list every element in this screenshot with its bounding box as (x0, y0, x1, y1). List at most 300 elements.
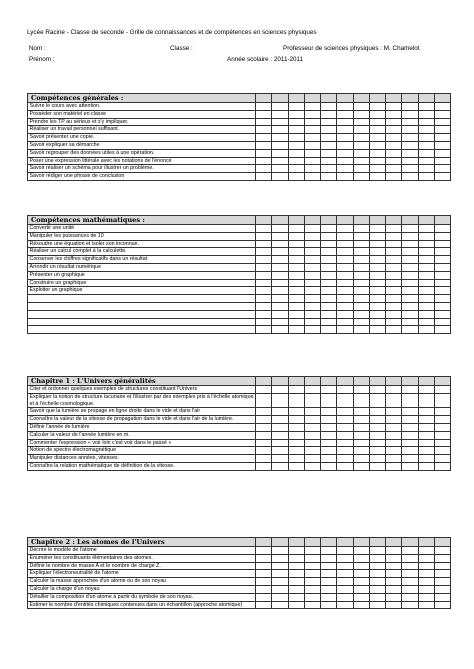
grade-cell[interactable] (353, 149, 369, 157)
grade-cell[interactable] (337, 271, 353, 279)
grade-cell[interactable] (304, 126, 320, 134)
grade-cell[interactable] (434, 538, 450, 547)
grade-cell[interactable] (402, 377, 418, 386)
grade-cell[interactable] (337, 386, 353, 394)
grade-cell[interactable] (434, 157, 450, 165)
grade-cell[interactable] (402, 279, 418, 287)
grade-cell[interactable] (386, 126, 402, 134)
grade-cell[interactable] (256, 295, 272, 303)
grade-cell[interactable] (272, 386, 288, 394)
grade-cell[interactable] (272, 538, 288, 547)
grade-cell[interactable] (272, 601, 288, 609)
grade-cell[interactable] (272, 326, 288, 334)
grade-cell[interactable] (321, 295, 337, 303)
grade-cell[interactable] (321, 118, 337, 126)
grade-cell[interactable] (256, 462, 272, 470)
grade-cell[interactable] (402, 248, 418, 256)
grade-cell[interactable] (256, 439, 272, 447)
grade-cell[interactable] (353, 570, 369, 578)
grade-cell[interactable] (304, 157, 320, 165)
grade-cell[interactable] (272, 455, 288, 463)
grade-cell[interactable] (353, 562, 369, 570)
grade-cell[interactable] (288, 547, 304, 555)
grade-cell[interactable] (337, 126, 353, 134)
grade-cell[interactable] (321, 103, 337, 111)
grade-cell[interactable] (304, 94, 320, 103)
grade-cell[interactable] (353, 279, 369, 287)
grade-cell[interactable] (304, 165, 320, 173)
grade-cell[interactable] (386, 416, 402, 424)
grade-cell[interactable] (369, 439, 385, 447)
grade-cell[interactable] (369, 455, 385, 463)
grade-cell[interactable] (402, 173, 418, 181)
grade-cell[interactable] (434, 578, 450, 586)
grade-cell[interactable] (402, 585, 418, 593)
grade-cell[interactable] (337, 141, 353, 149)
grade-cell[interactable] (337, 393, 353, 408)
grade-cell[interactable] (288, 118, 304, 126)
grade-cell[interactable] (434, 318, 450, 326)
grade-cell[interactable] (369, 554, 385, 562)
grade-cell[interactable] (369, 232, 385, 240)
grade-cell[interactable] (304, 240, 320, 248)
grade-cell[interactable] (272, 318, 288, 326)
grade-cell[interactable] (321, 256, 337, 264)
grade-cell[interactable] (256, 134, 272, 142)
grade-cell[interactable] (369, 216, 385, 225)
grade-cell[interactable] (353, 94, 369, 103)
grade-cell[interactable] (434, 423, 450, 431)
grade-cell[interactable] (272, 547, 288, 555)
grade-cell[interactable] (418, 386, 434, 394)
grade-cell[interactable] (256, 271, 272, 279)
grade-cell[interactable] (321, 393, 337, 408)
grade-cell[interactable] (369, 149, 385, 157)
grade-cell[interactable] (369, 393, 385, 408)
grade-cell[interactable] (304, 295, 320, 303)
grade-cell[interactable] (353, 110, 369, 118)
grade-cell[interactable] (256, 393, 272, 408)
grade-cell[interactable] (337, 256, 353, 264)
grade-cell[interactable] (337, 554, 353, 562)
grade-cell[interactable] (288, 455, 304, 463)
grade-cell[interactable] (386, 408, 402, 416)
grade-cell[interactable] (353, 310, 369, 318)
grade-cell[interactable] (304, 377, 320, 386)
grade-cell[interactable] (256, 562, 272, 570)
grade-cell[interactable] (256, 216, 272, 225)
grade-cell[interactable] (337, 439, 353, 447)
grade-cell[interactable] (369, 578, 385, 586)
grade-cell[interactable] (434, 416, 450, 424)
grade-cell[interactable] (353, 393, 369, 408)
grade-cell[interactable] (272, 393, 288, 408)
grade-cell[interactable] (272, 134, 288, 142)
grade-cell[interactable] (418, 447, 434, 455)
grade-cell[interactable] (353, 216, 369, 225)
grade-cell[interactable] (369, 225, 385, 233)
grade-cell[interactable] (288, 423, 304, 431)
grade-cell[interactable] (386, 377, 402, 386)
grade-cell[interactable] (418, 423, 434, 431)
grade-cell[interactable] (369, 326, 385, 334)
grade-cell[interactable] (304, 310, 320, 318)
grade-cell[interactable] (304, 431, 320, 439)
grade-cell[interactable] (256, 377, 272, 386)
grade-cell[interactable] (272, 173, 288, 181)
grade-cell[interactable] (386, 601, 402, 609)
grade-cell[interactable] (272, 110, 288, 118)
grade-cell[interactable] (304, 578, 320, 586)
grade-cell[interactable] (288, 578, 304, 586)
grade-cell[interactable] (369, 240, 385, 248)
grade-cell[interactable] (256, 455, 272, 463)
grade-cell[interactable] (386, 431, 402, 439)
grade-cell[interactable] (337, 416, 353, 424)
grade-cell[interactable] (353, 157, 369, 165)
grade-cell[interactable] (418, 393, 434, 408)
grade-cell[interactable] (402, 256, 418, 264)
grade-cell[interactable] (434, 447, 450, 455)
grade-cell[interactable] (434, 302, 450, 310)
grade-cell[interactable] (256, 248, 272, 256)
grade-cell[interactable] (272, 165, 288, 173)
grade-cell[interactable] (386, 271, 402, 279)
grade-cell[interactable] (288, 310, 304, 318)
grade-cell[interactable] (369, 295, 385, 303)
grade-cell[interactable] (272, 216, 288, 225)
grade-cell[interactable] (353, 408, 369, 416)
grade-cell[interactable] (386, 462, 402, 470)
grade-cell[interactable] (386, 110, 402, 118)
grade-cell[interactable] (402, 110, 418, 118)
grade-cell[interactable] (272, 302, 288, 310)
grade-cell[interactable] (353, 538, 369, 547)
grade-cell[interactable] (386, 447, 402, 455)
grade-cell[interactable] (369, 110, 385, 118)
grade-cell[interactable] (272, 578, 288, 586)
grade-cell[interactable] (321, 585, 337, 593)
grade-cell[interactable] (337, 547, 353, 555)
grade-cell[interactable] (418, 287, 434, 295)
grade-cell[interactable] (272, 248, 288, 256)
grade-cell[interactable] (272, 431, 288, 439)
grade-cell[interactable] (418, 110, 434, 118)
grade-cell[interactable] (256, 423, 272, 431)
grade-cell[interactable] (272, 585, 288, 593)
grade-cell[interactable] (304, 256, 320, 264)
grade-cell[interactable] (321, 157, 337, 165)
grade-cell[interactable] (402, 263, 418, 271)
grade-cell[interactable] (321, 165, 337, 173)
grade-cell[interactable] (369, 103, 385, 111)
grade-cell[interactable] (288, 149, 304, 157)
grade-cell[interactable] (337, 318, 353, 326)
grade-cell[interactable] (321, 593, 337, 601)
grade-cell[interactable] (321, 216, 337, 225)
grade-cell[interactable] (369, 310, 385, 318)
grade-cell[interactable] (434, 225, 450, 233)
grade-cell[interactable] (434, 593, 450, 601)
grade-cell[interactable] (304, 601, 320, 609)
grade-cell[interactable] (386, 310, 402, 318)
grade-cell[interactable] (402, 326, 418, 334)
grade-cell[interactable] (337, 248, 353, 256)
grade-cell[interactable] (256, 157, 272, 165)
grade-cell[interactable] (353, 547, 369, 555)
grade-cell[interactable] (353, 232, 369, 240)
grade-cell[interactable] (272, 103, 288, 111)
grade-cell[interactable] (418, 263, 434, 271)
grade-cell[interactable] (288, 157, 304, 165)
grade-cell[interactable] (418, 240, 434, 248)
grade-cell[interactable] (386, 302, 402, 310)
grade-cell[interactable] (369, 462, 385, 470)
grade-cell[interactable] (272, 157, 288, 165)
grade-cell[interactable] (288, 554, 304, 562)
grade-cell[interactable] (402, 547, 418, 555)
grade-cell[interactable] (272, 279, 288, 287)
grade-cell[interactable] (402, 302, 418, 310)
grade-cell[interactable] (353, 134, 369, 142)
grade-cell[interactable] (353, 439, 369, 447)
grade-cell[interactable] (402, 271, 418, 279)
grade-cell[interactable] (256, 547, 272, 555)
grade-cell[interactable] (256, 110, 272, 118)
grade-cell[interactable] (369, 256, 385, 264)
grade-cell[interactable] (337, 173, 353, 181)
grade-cell[interactable] (353, 141, 369, 149)
grade-cell[interactable] (321, 126, 337, 134)
grade-cell[interactable] (418, 225, 434, 233)
grade-cell[interactable] (434, 118, 450, 126)
grade-cell[interactable] (402, 94, 418, 103)
grade-cell[interactable] (304, 386, 320, 394)
grade-cell[interactable] (321, 554, 337, 562)
grade-cell[interactable] (386, 157, 402, 165)
grade-cell[interactable] (353, 103, 369, 111)
grade-cell[interactable] (272, 593, 288, 601)
grade-cell[interactable] (288, 165, 304, 173)
grade-cell[interactable] (353, 225, 369, 233)
grade-cell[interactable] (337, 94, 353, 103)
grade-cell[interactable] (304, 173, 320, 181)
grade-cell[interactable] (337, 134, 353, 142)
grade-cell[interactable] (402, 538, 418, 547)
grade-cell[interactable] (337, 462, 353, 470)
grade-cell[interactable] (304, 439, 320, 447)
grade-cell[interactable] (402, 232, 418, 240)
grade-cell[interactable] (353, 165, 369, 173)
grade-cell[interactable] (288, 538, 304, 547)
grade-cell[interactable] (272, 562, 288, 570)
grade-cell[interactable] (369, 447, 385, 455)
grade-cell[interactable] (272, 423, 288, 431)
grade-cell[interactable] (288, 431, 304, 439)
grade-cell[interactable] (288, 279, 304, 287)
grade-cell[interactable] (256, 94, 272, 103)
grade-cell[interactable] (418, 318, 434, 326)
grade-cell[interactable] (256, 103, 272, 111)
grade-cell[interactable] (304, 393, 320, 408)
grade-cell[interactable] (353, 248, 369, 256)
grade-cell[interactable] (321, 248, 337, 256)
grade-cell[interactable] (402, 287, 418, 295)
grade-cell[interactable] (353, 585, 369, 593)
grade-cell[interactable] (321, 310, 337, 318)
grade-cell[interactable] (272, 310, 288, 318)
grade-cell[interactable] (288, 225, 304, 233)
grade-cell[interactable] (386, 439, 402, 447)
grade-cell[interactable] (369, 431, 385, 439)
grade-cell[interactable] (353, 601, 369, 609)
grade-cell[interactable] (321, 538, 337, 547)
grade-cell[interactable] (321, 408, 337, 416)
grade-cell[interactable] (386, 547, 402, 555)
grade-cell[interactable] (288, 232, 304, 240)
grade-cell[interactable] (321, 149, 337, 157)
grade-cell[interactable] (288, 386, 304, 394)
grade-cell[interactable] (402, 416, 418, 424)
grade-cell[interactable] (272, 240, 288, 248)
grade-cell[interactable] (353, 455, 369, 463)
grade-cell[interactable] (256, 118, 272, 126)
grade-cell[interactable] (288, 377, 304, 386)
grade-cell[interactable] (256, 570, 272, 578)
grade-cell[interactable] (386, 593, 402, 601)
grade-cell[interactable] (369, 386, 385, 394)
grade-cell[interactable] (369, 423, 385, 431)
grade-cell[interactable] (256, 386, 272, 394)
grade-cell[interactable] (353, 295, 369, 303)
grade-cell[interactable] (304, 585, 320, 593)
grade-cell[interactable] (434, 386, 450, 394)
grade-cell[interactable] (369, 141, 385, 149)
grade-cell[interactable] (418, 94, 434, 103)
grade-cell[interactable] (418, 439, 434, 447)
grade-cell[interactable] (304, 570, 320, 578)
grade-cell[interactable] (386, 165, 402, 173)
grade-cell[interactable] (337, 455, 353, 463)
grade-cell[interactable] (272, 295, 288, 303)
grade-cell[interactable] (272, 256, 288, 264)
grade-cell[interactable] (256, 601, 272, 609)
grade-cell[interactable] (402, 310, 418, 318)
grade-cell[interactable] (337, 302, 353, 310)
grade-cell[interactable] (337, 423, 353, 431)
grade-cell[interactable] (304, 318, 320, 326)
grade-cell[interactable] (337, 447, 353, 455)
grade-cell[interactable] (321, 271, 337, 279)
grade-cell[interactable] (272, 118, 288, 126)
grade-cell[interactable] (288, 562, 304, 570)
grade-cell[interactable] (418, 578, 434, 586)
grade-cell[interactable] (304, 538, 320, 547)
grade-cell[interactable] (386, 103, 402, 111)
grade-cell[interactable] (304, 216, 320, 225)
grade-cell[interactable] (272, 225, 288, 233)
grade-cell[interactable] (337, 601, 353, 609)
grade-cell[interactable] (434, 165, 450, 173)
grade-cell[interactable] (386, 232, 402, 240)
grade-cell[interactable] (369, 279, 385, 287)
grade-cell[interactable] (272, 94, 288, 103)
grade-cell[interactable] (418, 118, 434, 126)
grade-cell[interactable] (337, 562, 353, 570)
grade-cell[interactable] (321, 423, 337, 431)
grade-cell[interactable] (256, 256, 272, 264)
grade-cell[interactable] (434, 601, 450, 609)
grade-cell[interactable] (288, 393, 304, 408)
grade-cell[interactable] (288, 295, 304, 303)
grade-cell[interactable] (321, 318, 337, 326)
grade-cell[interactable] (353, 287, 369, 295)
grade-cell[interactable] (386, 94, 402, 103)
grade-cell[interactable] (321, 562, 337, 570)
grade-cell[interactable] (418, 157, 434, 165)
grade-cell[interactable] (386, 216, 402, 225)
grade-cell[interactable] (272, 439, 288, 447)
grade-cell[interactable] (337, 593, 353, 601)
grade-cell[interactable] (369, 271, 385, 279)
grade-cell[interactable] (272, 416, 288, 424)
grade-cell[interactable] (272, 271, 288, 279)
grade-cell[interactable] (337, 110, 353, 118)
grade-cell[interactable] (272, 149, 288, 157)
grade-cell[interactable] (256, 326, 272, 334)
grade-cell[interactable] (288, 271, 304, 279)
grade-cell[interactable] (304, 447, 320, 455)
grade-cell[interactable] (321, 173, 337, 181)
grade-cell[interactable] (337, 232, 353, 240)
grade-cell[interactable] (434, 393, 450, 408)
grade-cell[interactable] (304, 232, 320, 240)
grade-cell[interactable] (256, 263, 272, 271)
grade-cell[interactable] (369, 302, 385, 310)
grade-cell[interactable] (434, 149, 450, 157)
grade-cell[interactable] (418, 302, 434, 310)
grade-cell[interactable] (321, 326, 337, 334)
grade-cell[interactable] (418, 431, 434, 439)
grade-cell[interactable] (418, 562, 434, 570)
grade-cell[interactable] (337, 326, 353, 334)
grade-cell[interactable] (386, 287, 402, 295)
grade-cell[interactable] (402, 562, 418, 570)
grade-cell[interactable] (434, 173, 450, 181)
grade-cell[interactable] (256, 431, 272, 439)
grade-cell[interactable] (256, 173, 272, 181)
grade-cell[interactable] (272, 377, 288, 386)
grade-cell[interactable] (386, 248, 402, 256)
grade-cell[interactable] (256, 585, 272, 593)
grade-cell[interactable] (256, 593, 272, 601)
grade-cell[interactable] (386, 225, 402, 233)
grade-cell[interactable] (369, 165, 385, 173)
grade-cell[interactable] (386, 386, 402, 394)
grade-cell[interactable] (402, 447, 418, 455)
grade-cell[interactable] (418, 326, 434, 334)
grade-cell[interactable] (337, 216, 353, 225)
grade-cell[interactable] (288, 585, 304, 593)
grade-cell[interactable] (402, 462, 418, 470)
grade-cell[interactable] (304, 225, 320, 233)
grade-cell[interactable] (434, 562, 450, 570)
grade-cell[interactable] (321, 455, 337, 463)
grade-cell[interactable] (304, 134, 320, 142)
grade-cell[interactable] (434, 547, 450, 555)
grade-cell[interactable] (272, 263, 288, 271)
grade-cell[interactable] (256, 538, 272, 547)
